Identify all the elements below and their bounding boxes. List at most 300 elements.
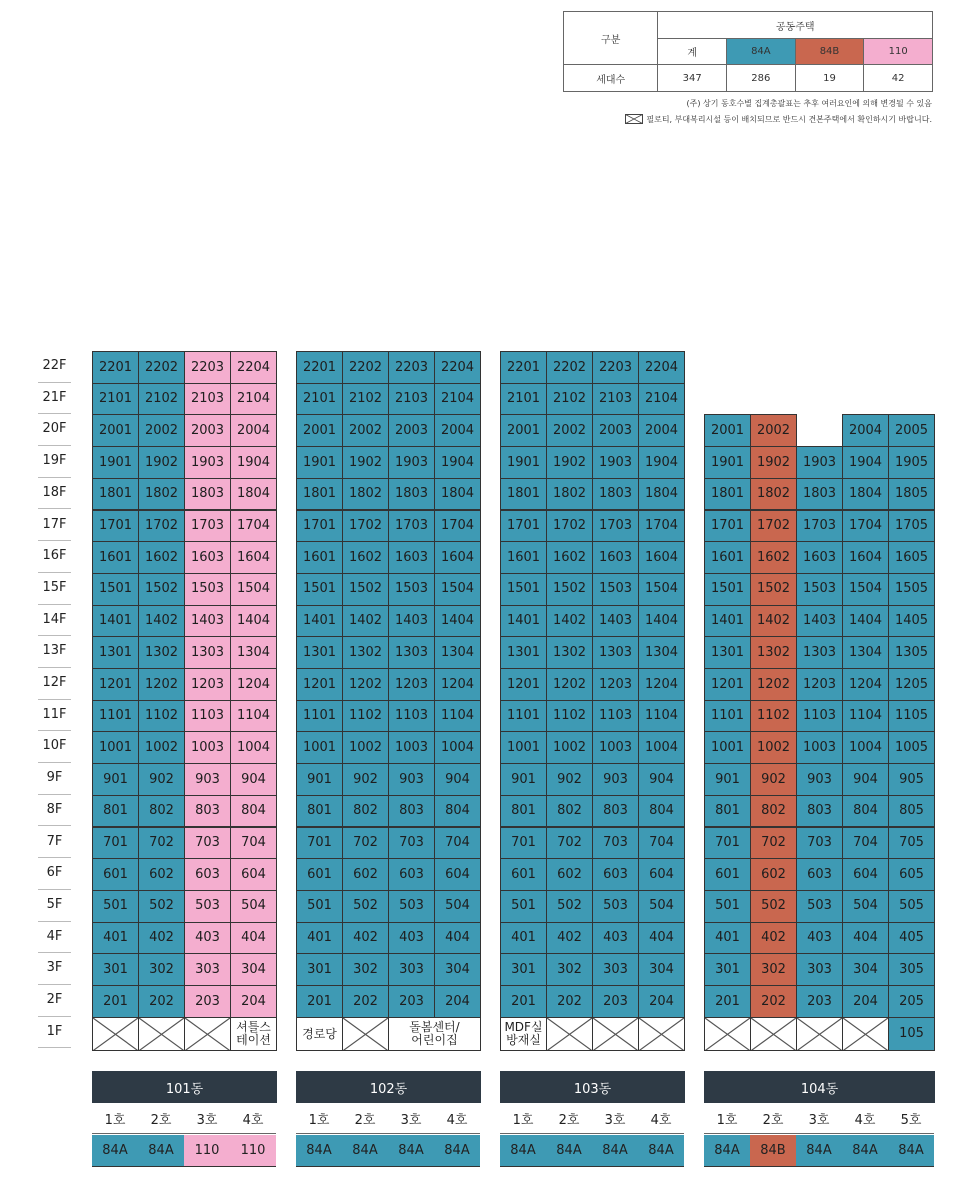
- unit-cell: 902: [342, 763, 389, 796]
- unit-cell: 1305: [888, 636, 935, 669]
- pilotis-cell: [796, 1017, 843, 1052]
- unit-cell: 1404: [638, 605, 685, 638]
- unit-summary-table: [563, 11, 933, 92]
- unit-cell: 603: [592, 858, 639, 891]
- unit-type-label: 84A: [388, 1135, 434, 1167]
- building-name-header: 102동: [296, 1071, 481, 1103]
- unit-cell: 1904: [842, 446, 889, 479]
- unit-cell: 202: [750, 985, 797, 1018]
- unit-cell: 1402: [546, 605, 593, 638]
- unit-type-label: 84A: [342, 1135, 388, 1167]
- unit-cell: 1204: [230, 668, 277, 701]
- unit-cell: 1803: [796, 478, 843, 511]
- unit-cell: 2203: [592, 351, 639, 384]
- unit-cell: 2204: [638, 351, 685, 384]
- unit-cell: 401: [92, 922, 139, 955]
- type-110-count: 42: [864, 65, 933, 92]
- floor-label-2f: 2F: [38, 985, 71, 1017]
- unit-cell: 2203: [184, 351, 231, 384]
- unit-cell: 1605: [888, 541, 935, 574]
- unit-cell: 2201: [500, 351, 547, 384]
- unit-cell: 2102: [546, 383, 593, 416]
- unit-cell: 2201: [92, 351, 139, 384]
- unit-cell: 1403: [388, 605, 435, 638]
- unit-cell: 1604: [434, 541, 481, 574]
- unit-cell: 1805: [888, 478, 935, 511]
- unit-cell: 1001: [704, 731, 751, 764]
- unit-cell: 303: [796, 953, 843, 986]
- unit-cell: 2203: [388, 351, 435, 384]
- floor-label-15f: 15F: [38, 573, 71, 605]
- unit-cell: 2004: [230, 414, 277, 447]
- unit-cell: 403: [184, 922, 231, 955]
- floor-label-17f: 17F: [38, 510, 71, 542]
- unit-cell: 604: [230, 858, 277, 891]
- pilotis-cell: [750, 1017, 797, 1052]
- unit-cell: 704: [638, 827, 685, 860]
- unit-cell: 1704: [638, 510, 685, 543]
- unit-cell: 1804: [230, 478, 277, 511]
- unit-cell: 1203: [592, 668, 639, 701]
- unit-cell: 1504: [434, 573, 481, 606]
- unit-cell: 503: [184, 890, 231, 923]
- unit-cell: 405: [888, 922, 935, 955]
- unit-cell: 1801: [92, 478, 139, 511]
- unit-cell: 2101: [296, 383, 343, 416]
- unit-cell: 1504: [638, 573, 685, 606]
- unit-cell: 905: [888, 763, 935, 796]
- unit-cell: 304: [638, 953, 685, 986]
- unit-cell: 601: [92, 858, 139, 891]
- unit-cell: 402: [750, 922, 797, 955]
- unit-cell: 904: [230, 763, 277, 796]
- floor-label-18f: 18F: [38, 478, 71, 510]
- unit-cell: 203: [388, 985, 435, 1018]
- unit-cell: 2004: [842, 414, 889, 447]
- unit-cell: 1402: [750, 605, 797, 638]
- unit-cell: 2104: [434, 383, 481, 416]
- unit-cell: 2001: [704, 414, 751, 447]
- unit-cell: 2202: [138, 351, 185, 384]
- unit-cell: 204: [842, 985, 889, 1018]
- unit-cell: 602: [342, 858, 389, 891]
- unit-cell: 1801: [704, 478, 751, 511]
- unit-cell: 1404: [230, 605, 277, 638]
- unit-cell: 603: [388, 858, 435, 891]
- unit-cell: 404: [638, 922, 685, 955]
- housing-group-header: 공동주택: [658, 12, 933, 39]
- unit-cell: 801: [704, 795, 751, 828]
- unit-type-label: 84A: [592, 1135, 638, 1167]
- floor-label-19f: 19F: [38, 446, 71, 478]
- unit-cell: 1304: [230, 636, 277, 669]
- floor-label-5f: 5F: [38, 890, 71, 922]
- unit-cell: 503: [388, 890, 435, 923]
- floor-label-20f: 20F: [38, 414, 71, 446]
- unit-cell: 1003: [592, 731, 639, 764]
- unit-cell: 1402: [138, 605, 185, 638]
- crossed-box-icon: [843, 1018, 888, 1051]
- unit-cell: 304: [230, 953, 277, 986]
- unit-cell: 2001: [92, 414, 139, 447]
- unit-cell: 2002: [750, 414, 797, 447]
- unit-cell: 1403: [796, 605, 843, 638]
- unit-cell: 1004: [230, 731, 277, 764]
- unit-cell: 201: [296, 985, 343, 1018]
- unit-cell: 704: [434, 827, 481, 860]
- unit-cell: 1103: [184, 700, 231, 733]
- unit-cell: 804: [230, 795, 277, 828]
- unit-cell: 2002: [342, 414, 389, 447]
- unit-cell: 302: [750, 953, 797, 986]
- unit-cell: 401: [296, 922, 343, 955]
- facility-cell: 셔틀스 테이션: [230, 1017, 277, 1052]
- unit-line-label: 1호: [92, 1103, 138, 1134]
- unit-cell: 402: [342, 922, 389, 955]
- unit-cell: 1502: [546, 573, 593, 606]
- unit-cell: 1404: [842, 605, 889, 638]
- unit-cell: 1001: [296, 731, 343, 764]
- unit-cell: 1804: [842, 478, 889, 511]
- unit-cell: 1101: [704, 700, 751, 733]
- unit-cell: 1603: [184, 541, 231, 574]
- unit-cell: 301: [704, 953, 751, 986]
- unit-cell: 504: [434, 890, 481, 923]
- unit-cell: 1803: [592, 478, 639, 511]
- unit-cell: 801: [296, 795, 343, 828]
- unit-cell: 503: [796, 890, 843, 923]
- unit-type-label: 84B: [750, 1135, 796, 1167]
- unit-cell: 302: [546, 953, 593, 986]
- crossed-box-icon: [93, 1018, 138, 1051]
- unit-cell: 2103: [388, 383, 435, 416]
- disclaimer-note: (주) 상기 동호수별 집계총괄표는 추후 여러요인에 의해 변경될 수 있음: [686, 99, 932, 108]
- unit-cell: 1602: [342, 541, 389, 574]
- unit-cell: 1903: [388, 446, 435, 479]
- floor-label-4f: 4F: [38, 922, 71, 954]
- unit-cell: 1101: [500, 700, 547, 733]
- unit-cell: 2001: [296, 414, 343, 447]
- unit-cell: 2202: [546, 351, 593, 384]
- type-84a-column-header: 84A: [727, 39, 796, 65]
- type-84b-column-header: 84B: [795, 39, 864, 65]
- unit-cell: 702: [546, 827, 593, 860]
- unit-cell: 203: [184, 985, 231, 1018]
- unit-cell: 1202: [750, 668, 797, 701]
- unit-cell: 1502: [342, 573, 389, 606]
- unit-cell: 702: [342, 827, 389, 860]
- unit-cell: 802: [750, 795, 797, 828]
- unit-cell: 2104: [230, 383, 277, 416]
- unit-cell: 1304: [842, 636, 889, 669]
- unit-cell: 404: [434, 922, 481, 955]
- unit-cell: 203: [796, 985, 843, 1018]
- unit-cell: 1703: [388, 510, 435, 543]
- unit-cell: 1901: [296, 446, 343, 479]
- unit-cell: 2002: [138, 414, 185, 447]
- unit-type-label: 84A: [704, 1135, 750, 1167]
- floor-label-3f: 3F: [38, 953, 71, 985]
- unit-cell: 1101: [296, 700, 343, 733]
- unit-cell: 2101: [92, 383, 139, 416]
- unit-cell: 901: [92, 763, 139, 796]
- unit-cell: 1001: [500, 731, 547, 764]
- households-row-label: 세대수: [564, 65, 658, 92]
- unit-cell: 1902: [546, 446, 593, 479]
- unit-cell: 1501: [704, 573, 751, 606]
- unit-cell: 1702: [342, 510, 389, 543]
- unit-cell: 1203: [388, 668, 435, 701]
- building-name-header: 101동: [92, 1071, 277, 1103]
- unit-type-label: 84A: [638, 1135, 684, 1167]
- unit-cell: 1303: [388, 636, 435, 669]
- unit-cell: 1804: [638, 478, 685, 511]
- unit-cell: 1703: [796, 510, 843, 543]
- unit-cell: 1003: [388, 731, 435, 764]
- unit-cell: 1104: [230, 700, 277, 733]
- unit-cell: 1701: [704, 510, 751, 543]
- unit-cell: 1904: [434, 446, 481, 479]
- unit-line-label: 3호: [796, 1103, 842, 1134]
- unit-cell: 1202: [342, 668, 389, 701]
- crossed-box-icon: [751, 1018, 796, 1051]
- unit-type-label: 84A: [138, 1135, 184, 1167]
- unit-cell: 1602: [750, 541, 797, 574]
- unit-cell: 403: [796, 922, 843, 955]
- unit-cell: 1102: [546, 700, 593, 733]
- unit-cell: 1802: [546, 478, 593, 511]
- unit-cell: 1301: [704, 636, 751, 669]
- pilotis-cell: [342, 1017, 389, 1052]
- unit-cell: 1901: [704, 446, 751, 479]
- unit-cell: 1803: [388, 478, 435, 511]
- unit-cell: 1004: [842, 731, 889, 764]
- unit-cell: 701: [500, 827, 547, 860]
- unit-cell: 2103: [592, 383, 639, 416]
- unit-cell: 502: [342, 890, 389, 923]
- unit-cell: 202: [546, 985, 593, 1018]
- crossed-box-icon: [593, 1018, 638, 1051]
- unit-cell: 1802: [342, 478, 389, 511]
- unit-cell: 804: [638, 795, 685, 828]
- unit-cell: 1903: [184, 446, 231, 479]
- unit-cell: 1502: [138, 573, 185, 606]
- unit-type-label: 84A: [796, 1135, 842, 1167]
- unit-cell: 1801: [296, 478, 343, 511]
- unit-cell: 201: [704, 985, 751, 1018]
- unit-cell: 901: [704, 763, 751, 796]
- building-name-header: 103동: [500, 1071, 685, 1103]
- unit-cell: 1704: [230, 510, 277, 543]
- unit-cell: 2204: [230, 351, 277, 384]
- unit-type-label: 84A: [888, 1135, 934, 1167]
- unit-cell: 2201: [296, 351, 343, 384]
- floor-label-6f: 6F: [38, 858, 71, 890]
- unit-cell: 204: [434, 985, 481, 1018]
- unit-cell: 501: [704, 890, 751, 923]
- unit-line-label: 4호: [230, 1103, 276, 1134]
- unit-cell: 304: [434, 953, 481, 986]
- unit-cell: 1003: [796, 731, 843, 764]
- unit-cell: 1705: [888, 510, 935, 543]
- floor-label-12f: 12F: [38, 668, 71, 700]
- unit-cell: 1104: [842, 700, 889, 733]
- unit-cell: 1401: [296, 605, 343, 638]
- unit-cell: 701: [296, 827, 343, 860]
- floor-label-8f: 8F: [38, 795, 71, 827]
- unit-line-label: 2호: [342, 1103, 388, 1134]
- crossed-box-icon: [139, 1018, 184, 1051]
- unit-cell: 501: [296, 890, 343, 923]
- floor-label-21f: 21F: [38, 383, 71, 415]
- crossed-box-icon: [547, 1018, 592, 1051]
- unit-cell: 1303: [592, 636, 639, 669]
- unit-cell: 1302: [138, 636, 185, 669]
- unit-cell: 803: [592, 795, 639, 828]
- unit-cell: 903: [388, 763, 435, 796]
- unit-cell: 2102: [342, 383, 389, 416]
- unit-cell: 303: [388, 953, 435, 986]
- floor-label-14f: 14F: [38, 605, 71, 637]
- unit-cell: 1201: [296, 668, 343, 701]
- unit-cell: 604: [638, 858, 685, 891]
- unit-cell: 703: [388, 827, 435, 860]
- unit-cell: 1903: [592, 446, 639, 479]
- unit-cell: 1203: [184, 668, 231, 701]
- floor-label-7f: 7F: [38, 827, 71, 859]
- unit-cell: 603: [184, 858, 231, 891]
- building-name-header: 104동: [704, 1071, 935, 1103]
- unit-type-label: 84A: [296, 1135, 342, 1167]
- unit-cell: 1701: [500, 510, 547, 543]
- unit-cell: 704: [230, 827, 277, 860]
- crossed-box-icon: [625, 114, 643, 124]
- unit-cell: 1703: [592, 510, 639, 543]
- pilotis-note: [625, 114, 932, 125]
- unit-cell: 1702: [750, 510, 797, 543]
- unit-cell: 902: [138, 763, 185, 796]
- unit-cell: 1304: [638, 636, 685, 669]
- unit-cell: 801: [92, 795, 139, 828]
- unit-cell: 705: [888, 827, 935, 860]
- unit-cell: 201: [500, 985, 547, 1018]
- unit-cell: 1101: [92, 700, 139, 733]
- unit-cell: 901: [296, 763, 343, 796]
- crossed-box-icon: [797, 1018, 842, 1051]
- unit-cell: 2102: [138, 383, 185, 416]
- unit-type-label: 84A: [842, 1135, 888, 1167]
- unit-cell: 1503: [184, 573, 231, 606]
- crossed-box-icon: [343, 1018, 388, 1051]
- unit-cell: 401: [704, 922, 751, 955]
- pilotis-note-text: 필로티, 부대복리시설 등이 배치되므로 반드시 견본주택에서 확인하시기 바랍니다.: [646, 115, 932, 124]
- floor-label-9f: 9F: [38, 763, 71, 795]
- unit-cell: 1405: [888, 605, 935, 638]
- unit-cell: 703: [184, 827, 231, 860]
- unit-cell: 402: [138, 922, 185, 955]
- unit-cell: 1201: [92, 668, 139, 701]
- unit-cell: 803: [796, 795, 843, 828]
- unit-cell: 1504: [230, 573, 277, 606]
- unit-cell: 301: [92, 953, 139, 986]
- unit-line-label: 3호: [184, 1103, 230, 1134]
- facility-cell: MDF실 방재실: [500, 1017, 547, 1052]
- pilotis-cell: [638, 1017, 685, 1052]
- unit-cell: 602: [546, 858, 593, 891]
- unit-cell: 904: [842, 763, 889, 796]
- unit-cell: 2204: [434, 351, 481, 384]
- unit-cell: 2104: [638, 383, 685, 416]
- unit-cell: 1004: [638, 731, 685, 764]
- unit-cell: 1503: [388, 573, 435, 606]
- unit-cell: 305: [888, 953, 935, 986]
- unit-cell: 1004: [434, 731, 481, 764]
- unit-cell: 1003: [184, 731, 231, 764]
- unit-type-label: 110: [184, 1135, 230, 1167]
- unit-cell: 605: [888, 858, 935, 891]
- unit-cell: 1401: [500, 605, 547, 638]
- unit-cell: 202: [138, 985, 185, 1018]
- type-110-column-header: 110: [864, 39, 933, 65]
- unit-cell: 1804: [434, 478, 481, 511]
- unit-cell: 1901: [92, 446, 139, 479]
- unit-cell: 204: [230, 985, 277, 1018]
- unit-cell: 904: [638, 763, 685, 796]
- pilotis-cell: [546, 1017, 593, 1052]
- unit-cell: 901: [500, 763, 547, 796]
- unit-cell: 505: [888, 890, 935, 923]
- unit-cell: 1204: [638, 668, 685, 701]
- unit-cell: 1802: [750, 478, 797, 511]
- total-count: 347: [658, 65, 727, 92]
- unit-cell: 1501: [500, 573, 547, 606]
- unit-cell: 603: [796, 858, 843, 891]
- unit-cell: 1001: [92, 731, 139, 764]
- unit-cell: 303: [592, 953, 639, 986]
- unit-cell: 1102: [138, 700, 185, 733]
- unit-cell: 1102: [342, 700, 389, 733]
- unit-cell: 1902: [342, 446, 389, 479]
- unit-cell: 404: [230, 922, 277, 955]
- unit-cell: 803: [388, 795, 435, 828]
- unit-cell: 601: [296, 858, 343, 891]
- unit-cell: 601: [500, 858, 547, 891]
- floor-label-11f: 11F: [38, 700, 71, 732]
- unit-cell: 701: [704, 827, 751, 860]
- unit-type-label: 84A: [500, 1135, 546, 1167]
- unit-cell: 1302: [342, 636, 389, 669]
- unit-cell: 2003: [592, 414, 639, 447]
- unit-cell: 903: [796, 763, 843, 796]
- pilotis-cell: [592, 1017, 639, 1052]
- unit-cell: 1301: [500, 636, 547, 669]
- floor-label-13f: 13F: [38, 636, 71, 668]
- unit-cell: 2103: [184, 383, 231, 416]
- unit-cell: 1602: [546, 541, 593, 574]
- unit-cell: 1302: [750, 636, 797, 669]
- unit-cell: 1702: [138, 510, 185, 543]
- unit-cell: 1103: [388, 700, 435, 733]
- unit-cell: 204: [638, 985, 685, 1018]
- unit-cell: 1303: [796, 636, 843, 669]
- unit-cell: 803: [184, 795, 231, 828]
- unit-cell: 802: [342, 795, 389, 828]
- unit-cell: 1503: [796, 573, 843, 606]
- unit-cell: 503: [592, 890, 639, 923]
- unit-cell: 302: [342, 953, 389, 986]
- unit-cell: 1903: [796, 446, 843, 479]
- unit-cell: 903: [592, 763, 639, 796]
